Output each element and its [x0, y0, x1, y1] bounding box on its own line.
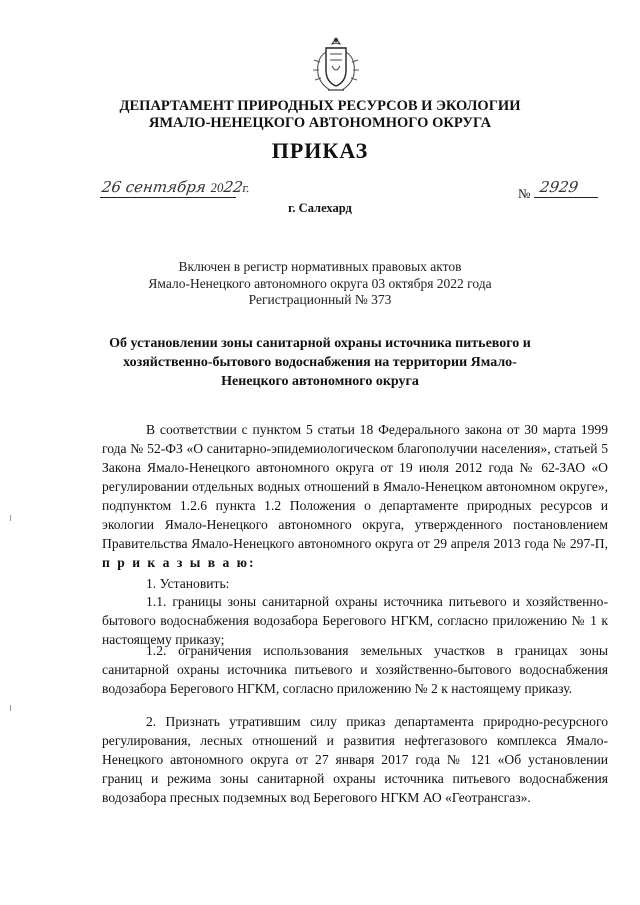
item-1: 1. Установить: [146, 576, 230, 591]
preamble-paragraph [102, 420, 608, 572]
registration-line1: Включен в регистр нормативных правовых актов [178, 259, 462, 274]
department-name-line2: ЯМАЛО-НЕНЕЦКОГО АВТОНОМНОГО ОКРУГА [148, 115, 492, 131]
registration-line3: Регистрационный № 373 [248, 292, 392, 307]
registration-line2: Ямало-Ненецкого автономного округа 03 октября 2022 года [148, 276, 492, 291]
item-1-1: 1.1. границы зоны санитарной охраны источника питьевого и хозяйственно-бытового водоснабжения водозабора Берегового НГКМ, согласно приложению № 1 к настоящему приказу; [102, 594, 608, 647]
handwritten-date: 26 сентября 2022г. [100, 178, 251, 196]
margin-mark [10, 515, 11, 521]
city-label: г. Салехард [288, 201, 352, 215]
document-type-title: ПРИКАЗ [271, 138, 369, 163]
margin-mark [10, 705, 11, 711]
number-label: № [518, 186, 531, 201]
item-1-2: 1.2. ограничения использования земельных участков в границах зоны санитарной охраны источника питьевого и хозяйственно-бытового водоснабжения водозабора Берегового НГКМ, согласно приложению № 2 к настоящему приказу. [102, 643, 608, 696]
item-2: 2. Признать утратившим силу приказ департамента природно-ресурсного регулирования, лесных отношений и развития нефтегазового комплекса Ямало-Ненецкого автономного округа от 27 января 2017 года № 121 «Об установлении границ и режима зоны санитарной охраны источника питьевого водоснабжения водозабора пресных подземных вод Берегового НГКМ АО «Геотрансгаз». [102, 714, 608, 805]
number-underline [534, 197, 598, 198]
order-word: п р и к а з ы в а ю: [102, 555, 256, 570]
preamble-text: В соответствии с пунктом 5 статьи 18 Федерального закона от 30 марта 1999 года № 52-ФЗ «О санитарно-эпидемиологическом благополучии населения», статьей 5 Закона Ямало-Ненецкого автономного округа от 19 июля 2012 года № 62-ЗАО «О регулировании отдельных водных отношений в Ямало-Ненецком автономном округе», подпунктом 1.2.6 пункта 1.2 Положения о департаменте природных ресурсов и экологии Ямало-Ненецкого автономного округа, утвержденного постановлением Правительства Ямало-Ненецкого автономного округа от 29 апреля 2013 года № 297-П, [102, 422, 608, 551]
handwritten-number: 2929 [538, 178, 580, 196]
date-underline [100, 197, 236, 198]
coat-of-arms-emblem [310, 34, 362, 94]
department-name-line1: ДЕПАРТАМЕНТ ПРИРОДНЫХ РЕСУРСОВ И ЭКОЛОГИИ [119, 98, 521, 114]
order-subject: Об установлении зоны санитарной охраны источника питьевого и хозяйственно-бытового водоснабжения на территории Ямало-Ненецкого автономного округа [109, 336, 531, 389]
